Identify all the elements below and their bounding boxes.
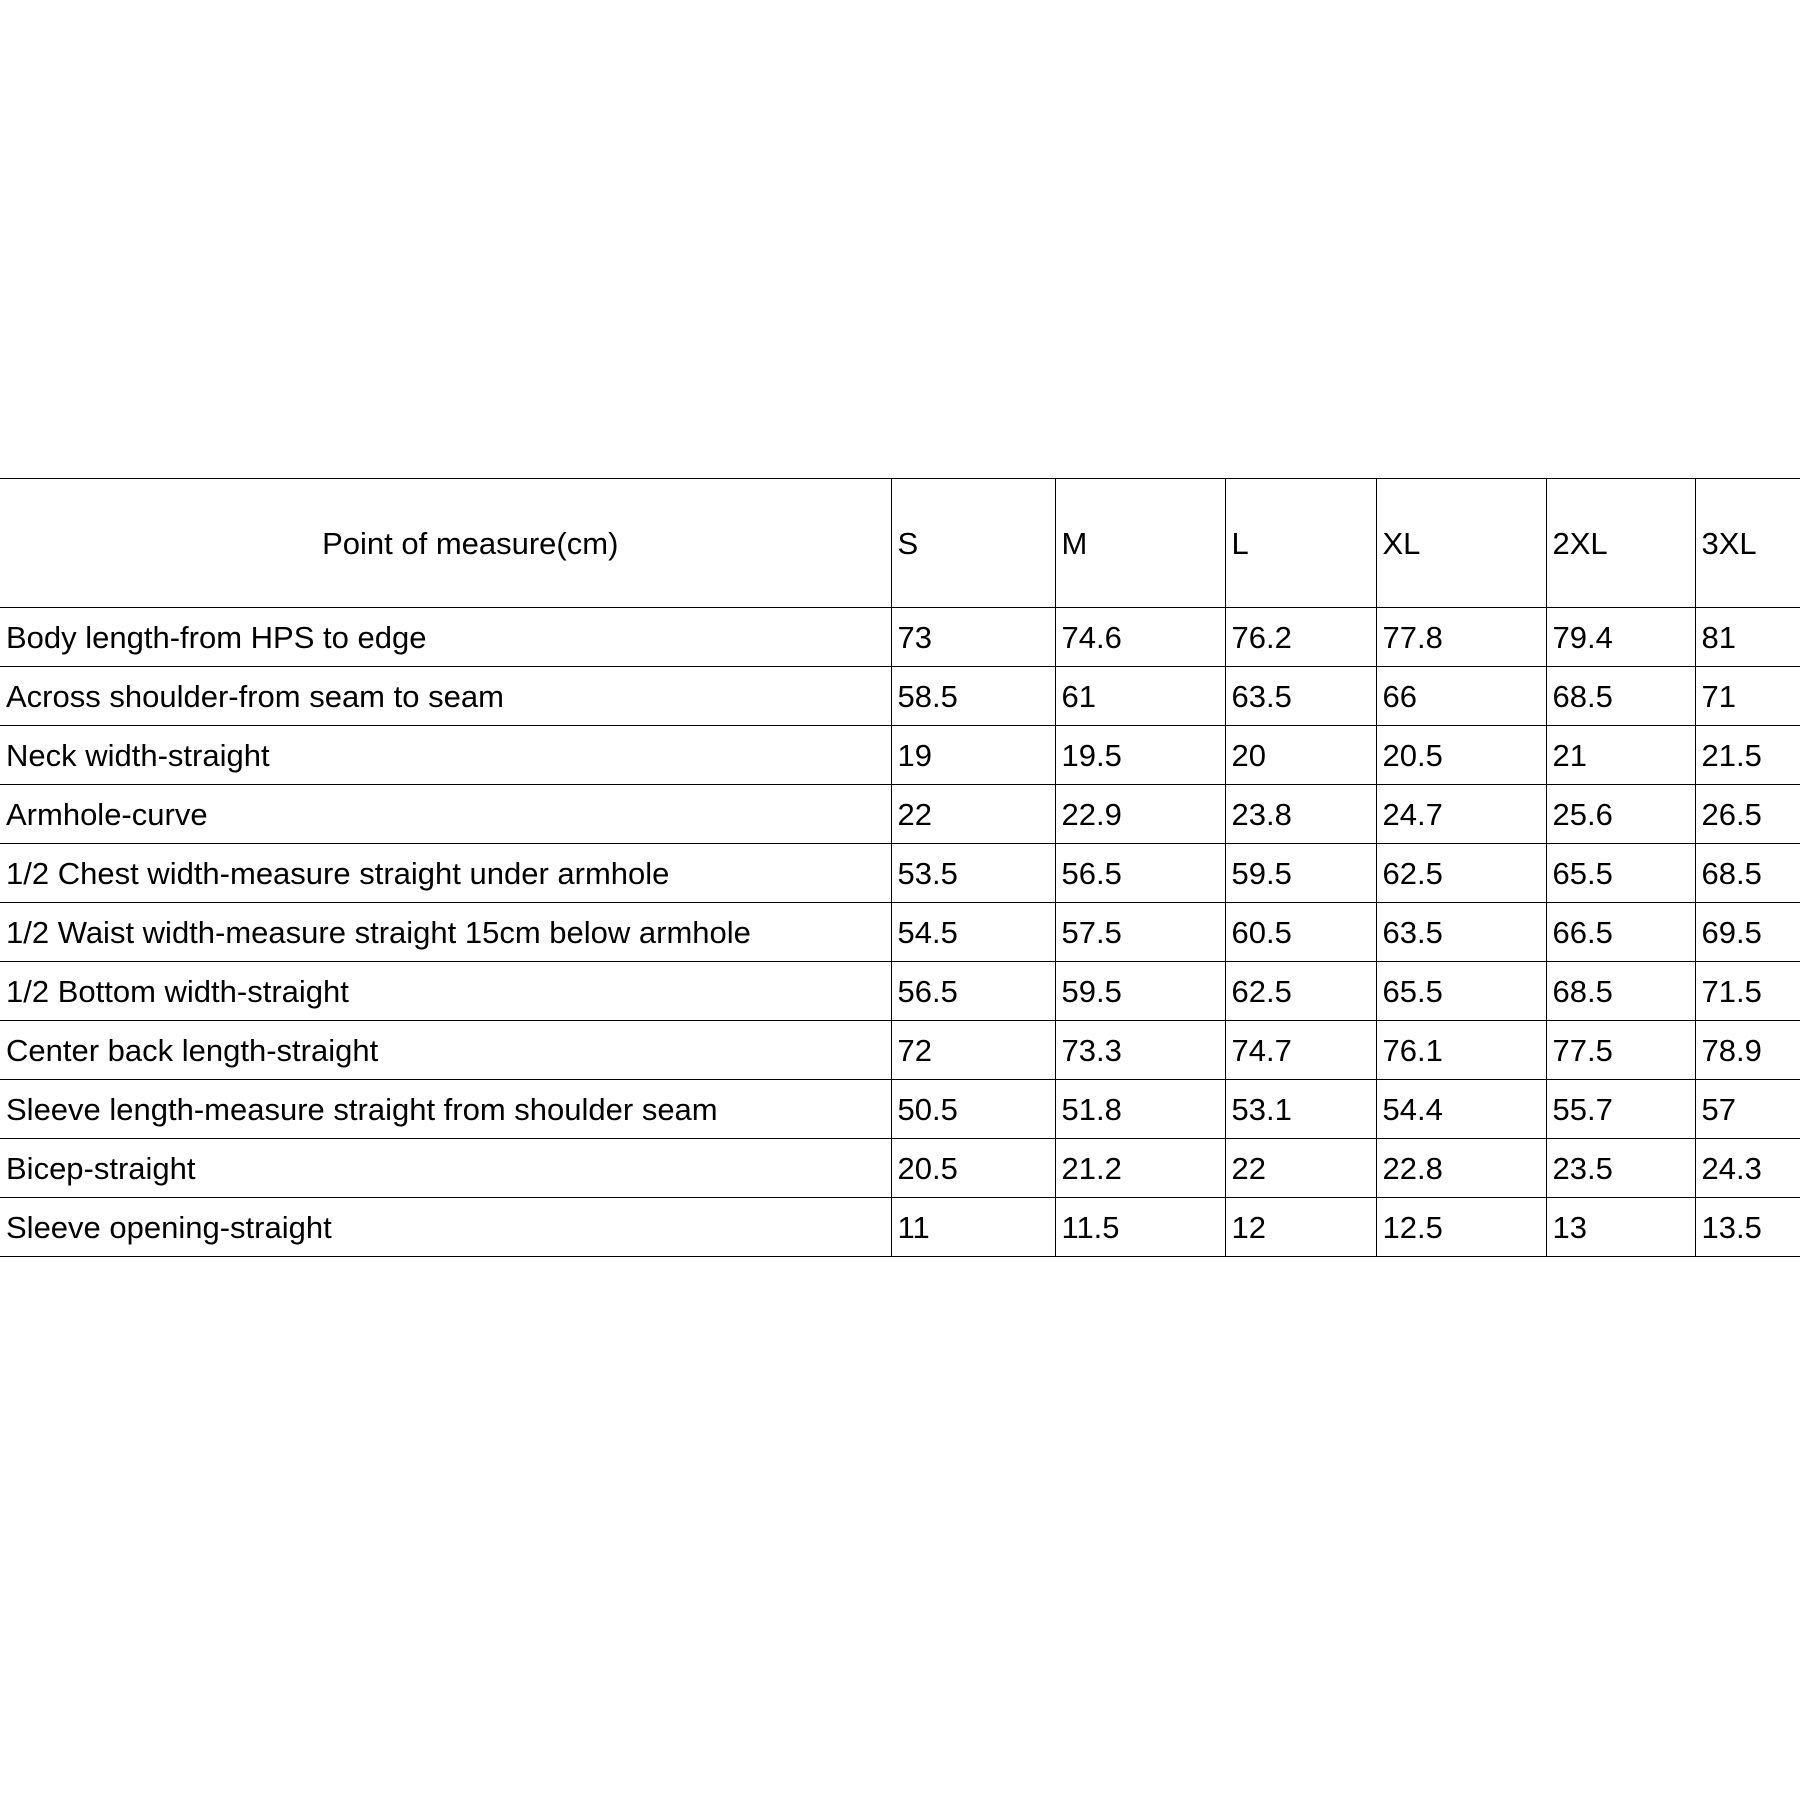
measurement-value-3xl: 26.5 — [1695, 785, 1800, 844]
measurement-value-3xl: 69.5 — [1695, 903, 1800, 962]
measurement-value-3xl: 57 — [1695, 1080, 1800, 1139]
measurement-row — [0, 962, 1800, 1021]
measurement-row — [0, 844, 1800, 903]
measurement-value-l: 62.5 — [1225, 962, 1376, 1021]
measurement-label: Neck width-straight — [0, 726, 891, 785]
size-header-3xl: 3XL — [1695, 479, 1800, 608]
measurement-value-l: 76.2 — [1225, 608, 1376, 667]
measurement-value-s: 22 — [891, 785, 1055, 844]
measurement-value-s: 20.5 — [891, 1139, 1055, 1198]
measurement-value-2xl: 77.5 — [1546, 1021, 1695, 1080]
measurement-value-m: 74.6 — [1055, 608, 1225, 667]
measurement-value-xl: 12.5 — [1376, 1198, 1546, 1257]
measurement-row — [0, 667, 1800, 726]
measurement-value-s: 19 — [891, 726, 1055, 785]
measurement-value-m: 19.5 — [1055, 726, 1225, 785]
measurement-value-s: 73 — [891, 608, 1055, 667]
size-header-xl: XL — [1376, 479, 1546, 608]
measurement-value-3xl: 24.3 — [1695, 1139, 1800, 1198]
measurement-value-2xl: 65.5 — [1546, 844, 1695, 903]
measurement-label: Body length-from HPS to edge — [0, 608, 891, 667]
measurement-label: 1/2 Bottom width-straight — [0, 962, 891, 1021]
measurement-value-m: 51.8 — [1055, 1080, 1225, 1139]
measurement-value-l: 60.5 — [1225, 903, 1376, 962]
measurement-value-3xl: 68.5 — [1695, 844, 1800, 903]
measurement-value-m: 56.5 — [1055, 844, 1225, 903]
size-header-s: S — [891, 479, 1055, 608]
measurement-row — [0, 1139, 1800, 1198]
measurement-value-m: 22.9 — [1055, 785, 1225, 844]
measurement-value-l: 74.7 — [1225, 1021, 1376, 1080]
measurement-value-2xl: 68.5 — [1546, 962, 1695, 1021]
measurement-value-xl: 76.1 — [1376, 1021, 1546, 1080]
measurement-value-xl: 20.5 — [1376, 726, 1546, 785]
measurement-value-s: 56.5 — [891, 962, 1055, 1021]
measurement-row — [0, 1080, 1800, 1139]
measurement-value-2xl: 66.5 — [1546, 903, 1695, 962]
measurement-value-l: 63.5 — [1225, 667, 1376, 726]
size-header-2xl: 2XL — [1546, 479, 1695, 608]
measurement-value-3xl: 81 — [1695, 608, 1800, 667]
measurement-value-xl: 24.7 — [1376, 785, 1546, 844]
size-chart-body — [0, 608, 1800, 1257]
measurement-label: 1/2 Chest width-measure straight under armhole — [0, 844, 891, 903]
measurement-label: Sleeve opening-straight — [0, 1198, 891, 1257]
measurement-value-s: 54.5 — [891, 903, 1055, 962]
measurement-value-s: 50.5 — [891, 1080, 1055, 1139]
measurement-value-3xl: 78.9 — [1695, 1021, 1800, 1080]
measurement-label: Across shoulder-from seam to seam — [0, 667, 891, 726]
measurement-value-2xl: 25.6 — [1546, 785, 1695, 844]
measurement-row — [0, 785, 1800, 844]
measurement-value-xl: 62.5 — [1376, 844, 1546, 903]
measurement-row — [0, 608, 1800, 667]
measurement-row — [0, 1198, 1800, 1257]
measurement-value-2xl: 79.4 — [1546, 608, 1695, 667]
measurement-value-s: 72 — [891, 1021, 1055, 1080]
measurement-value-l: 12 — [1225, 1198, 1376, 1257]
measurement-label: Bicep-straight — [0, 1139, 891, 1198]
measurement-value-s: 53.5 — [891, 844, 1055, 903]
measurement-label: Sleeve length-measure straight from shoulder seam — [0, 1080, 891, 1139]
measurement-value-2xl: 21 — [1546, 726, 1695, 785]
measurement-value-2xl: 55.7 — [1546, 1080, 1695, 1139]
measurement-value-l: 59.5 — [1225, 844, 1376, 903]
size-chart-table — [0, 478, 1800, 1257]
measurement-value-xl: 66 — [1376, 667, 1546, 726]
measurement-value-m: 73.3 — [1055, 1021, 1225, 1080]
measurement-value-l: 23.8 — [1225, 785, 1376, 844]
measurement-value-xl: 77.8 — [1376, 608, 1546, 667]
measurement-value-xl: 65.5 — [1376, 962, 1546, 1021]
measurement-value-3xl: 71 — [1695, 667, 1800, 726]
measurement-value-xl: 54.4 — [1376, 1080, 1546, 1139]
measurement-label: Center back length-straight — [0, 1021, 891, 1080]
measurement-label: 1/2 Waist width-measure straight 15cm below armhole — [0, 903, 891, 962]
measurement-value-l: 22 — [1225, 1139, 1376, 1198]
measurement-value-xl: 22.8 — [1376, 1139, 1546, 1198]
measurement-value-s: 11 — [891, 1198, 1055, 1257]
measurement-row — [0, 903, 1800, 962]
header-row — [0, 479, 1800, 608]
size-header-m: M — [1055, 479, 1225, 608]
measurement-value-m: 57.5 — [1055, 903, 1225, 962]
measurement-row — [0, 1021, 1800, 1080]
size-header-l: L — [1225, 479, 1376, 608]
measurement-value-xl: 63.5 — [1376, 903, 1546, 962]
measurement-value-m: 61 — [1055, 667, 1225, 726]
measurement-label: Armhole-curve — [0, 785, 891, 844]
measurement-value-m: 59.5 — [1055, 962, 1225, 1021]
measurement-value-3xl: 13.5 — [1695, 1198, 1800, 1257]
measurement-value-2xl: 13 — [1546, 1198, 1695, 1257]
point-of-measure-header: Point of measure(cm) — [0, 479, 891, 608]
measurement-value-2xl: 68.5 — [1546, 667, 1695, 726]
measurement-value-s: 58.5 — [891, 667, 1055, 726]
measurement-value-3xl: 71.5 — [1695, 962, 1800, 1021]
measurement-value-m: 21.2 — [1055, 1139, 1225, 1198]
measurement-value-m: 11.5 — [1055, 1198, 1225, 1257]
measurement-value-3xl: 21.5 — [1695, 726, 1800, 785]
measurement-value-l: 20 — [1225, 726, 1376, 785]
measurement-value-l: 53.1 — [1225, 1080, 1376, 1139]
measurement-value-2xl: 23.5 — [1546, 1139, 1695, 1198]
measurement-row — [0, 726, 1800, 785]
